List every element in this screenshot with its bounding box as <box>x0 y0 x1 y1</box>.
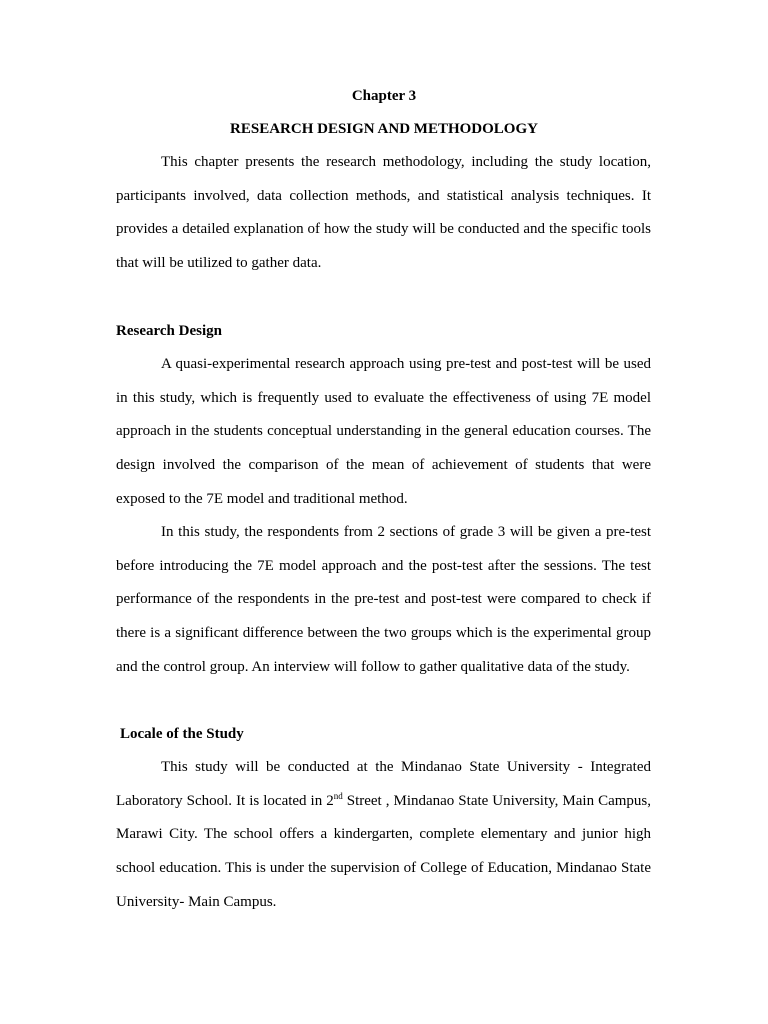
intro-paragraph: This chapter presents the research methodology, including the study location, participants involved, data collection methods, and statistical analysis techniques. It provides a detailed explanation of how the study will be conducted and the specific tools that will be utilized to gather data. <box>116 154 651 272</box>
chapter-title: RESEARCH DESIGN AND METHODOLOGY <box>230 121 538 137</box>
locale-paragraph <box>116 751 651 920</box>
chapter-label: Chapter 3 <box>351 88 417 104</box>
research-design-paragraph-1: A quasi-experimental research approach using pre-test and post-test will be used in this study, which is frequently used to evaluate the effectiveness of using 7E model approach in the students conceptual understanding in the general education courses. The design involved the comparison of the mean of achievement of students that were exposed to the 7E model and traditional method. <box>116 356 651 507</box>
research-design-paragraph-2: In this study, the respondents from 2 sections of grade 3 will be given a pre-test before introducing the 7E model approach and the post-test after the sessions. The test performance of the respondents in the pre-test and post-test were compared to check if there is a significant difference between the two groups which is the experimental group and the control group. An interview will follow to gather qualitative data of the study. <box>116 524 651 675</box>
research-design-heading: Research Design <box>116 323 222 339</box>
locale-heading: Locale of the Study <box>120 726 244 742</box>
locale-text-after: Street , Mindanao State University, Main Campus, Marawi City. The school offers a kindergarten, complete elementary and junior high school education. This is under the supervision of College of Education, Mindanao State University- Main Campus. <box>116 792 651 910</box>
locale-text-before: This study will be conducted at the Mindanao State University - Integrated Laboratory School. It is located in 2 <box>116 759 651 809</box>
ordinal-superscript: nd <box>333 790 343 801</box>
